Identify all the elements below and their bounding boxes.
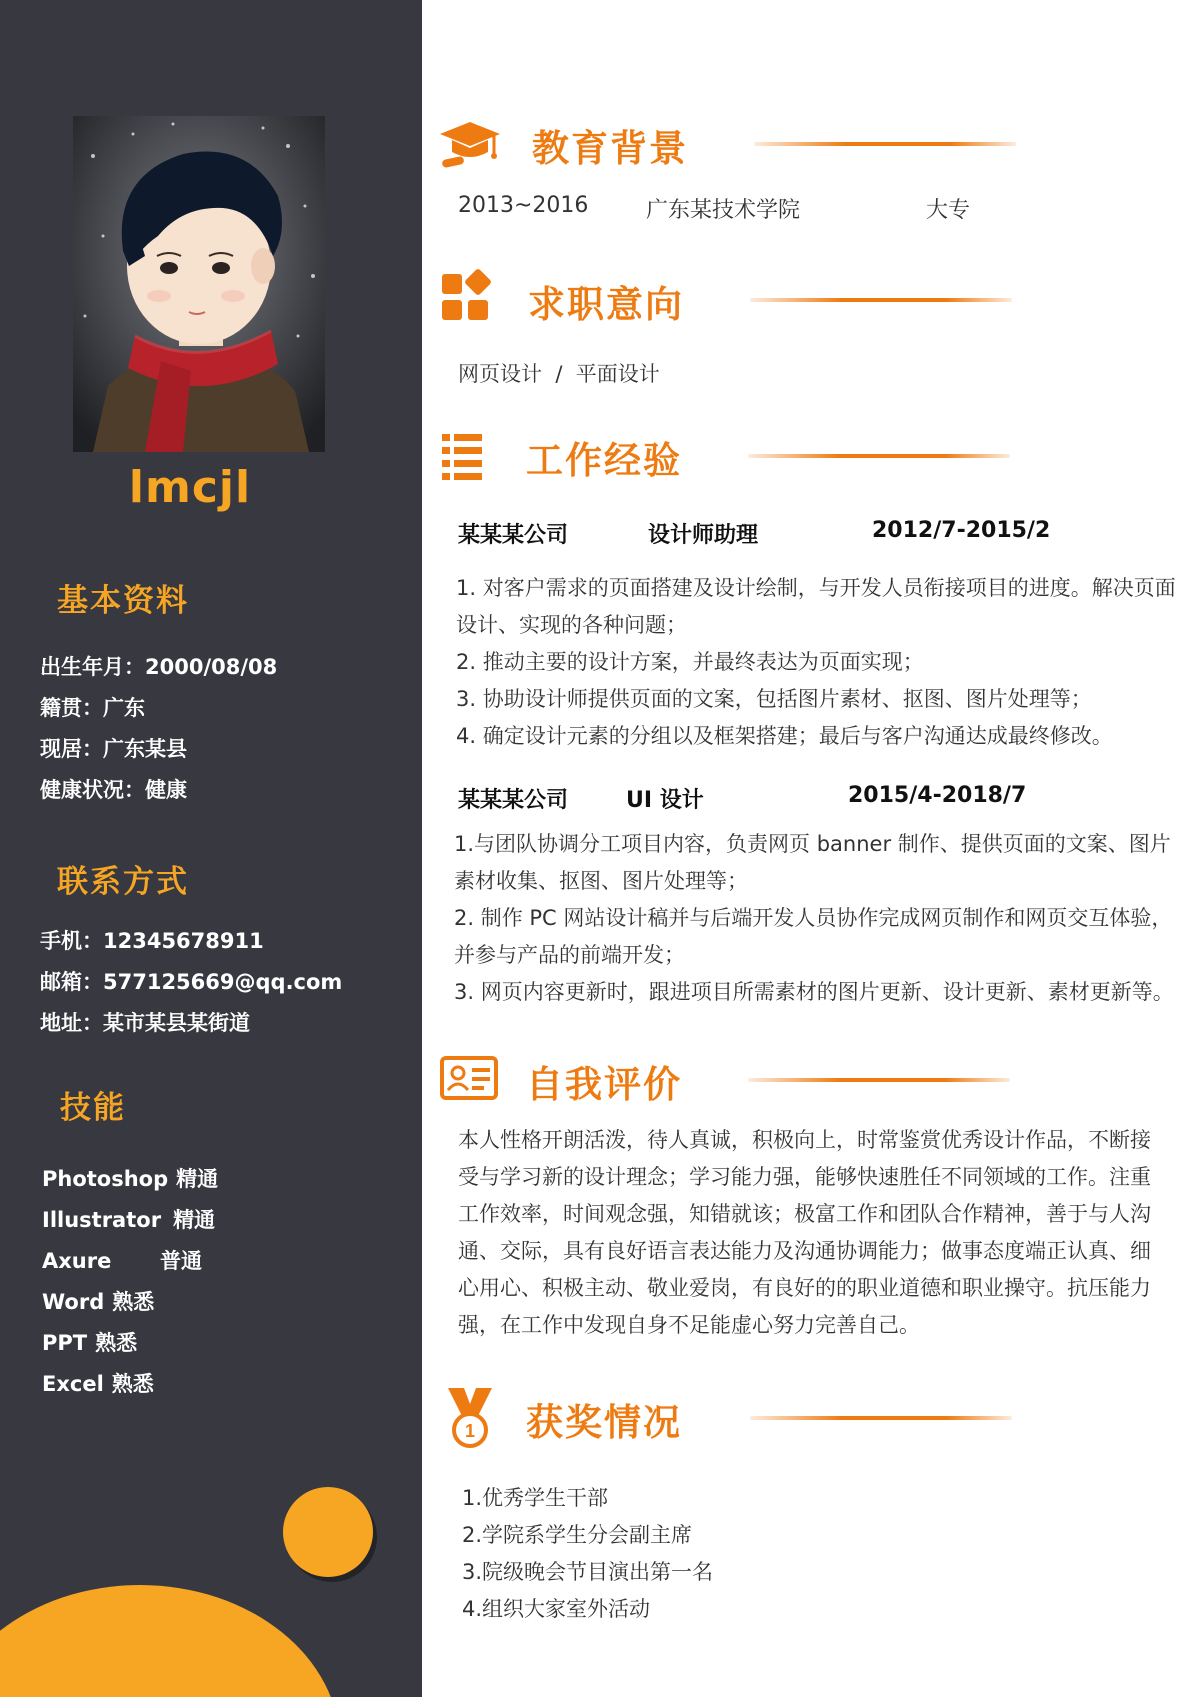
job-role: 设计师助理 xyxy=(648,523,759,548)
candidate-name: lmcjl xyxy=(128,462,252,513)
education-section-header xyxy=(438,112,1018,176)
job-company: 某某某公司 xyxy=(458,523,569,548)
description-line: 3. 网页内容更新时，跟进项目所需素材的图片更新、设计更新、素材更新等。 xyxy=(454,980,1174,1004)
self-evaluation-text xyxy=(458,1122,1198,1344)
description-line: 素材收集、抠图、图片处理等； xyxy=(454,869,748,893)
job-company: 某某某公司 xyxy=(458,788,569,813)
sidebar xyxy=(0,0,422,1697)
education-period: 2013~2016 xyxy=(458,193,589,218)
skills-list xyxy=(42,1159,218,1405)
medal-number: 1 xyxy=(464,1421,476,1441)
experience-divider xyxy=(748,454,1010,458)
contact-email: 邮箱：577125669@qq.com xyxy=(40,970,343,994)
avatar-illustration xyxy=(73,116,325,452)
education-school: 广东某技术学院 xyxy=(646,198,801,223)
award-item: 3.院级晚会节目演出第一名 xyxy=(462,1560,714,1584)
award-item: 2.学院系学生分会副主席 xyxy=(462,1523,693,1547)
job-intent-text: 网页设计 / 平面设计 xyxy=(458,362,660,386)
skill-item xyxy=(42,1282,218,1323)
job-role: UI 设计 xyxy=(626,788,704,813)
award-item: 4.组织大家室外活动 xyxy=(462,1597,651,1621)
description-line: 1. 对客户需求的页面搭建及设计绘制，与开发人员衔接项目的进度。解决页面 xyxy=(456,576,1176,600)
job-1-description xyxy=(456,570,1196,755)
contact-heading: 联系方式 xyxy=(57,864,189,900)
decorative-wave xyxy=(0,1585,340,1697)
avatar xyxy=(73,116,325,452)
id-card-icon xyxy=(438,1048,502,1112)
awards-section-header xyxy=(438,1386,1018,1450)
description-line: 4. 确定设计元素的分组以及框架搭建；最后与客户沟通达成最终修改。 xyxy=(456,724,1113,748)
skill-item xyxy=(42,1200,218,1241)
job-2-header xyxy=(0,783,1200,813)
basic-info-item: 健康状况：健康 xyxy=(40,778,187,802)
self-evaluation-title: 自我评价 xyxy=(526,1063,682,1106)
evaluation-line: 受与学习新的设计理念；学习能力强，能够快速胜任不同领域的工作。注重 xyxy=(458,1165,1151,1189)
skill-level: 熟悉 xyxy=(112,1290,155,1314)
contact-address: 地址：某市某县某街道 xyxy=(40,1011,250,1035)
skill-level: 普通 xyxy=(160,1249,202,1273)
awards-divider xyxy=(750,1416,1012,1420)
job-intent-section-header xyxy=(438,268,1018,332)
self-evaluation-divider xyxy=(748,1078,1010,1082)
job-intent-divider xyxy=(750,298,1012,302)
basic-info-item: 籍贯：广东 xyxy=(40,696,145,720)
decorative-circle xyxy=(283,1487,373,1577)
job-period: 2015/4-2018/7 xyxy=(848,783,1027,808)
contact-phone: 手机：12345678911 xyxy=(40,929,264,953)
skill-name: Word xyxy=(42,1290,105,1314)
job-1-header xyxy=(0,518,1200,548)
skill-item xyxy=(42,1159,218,1200)
list-icon xyxy=(438,424,502,488)
description-line: 并参与产品的前端开发； xyxy=(454,943,685,967)
experience-section-header xyxy=(438,424,1018,488)
basic-info-item: 现居：广东某县 xyxy=(40,737,187,761)
education-degree: 大专 xyxy=(926,198,971,223)
medal-icon xyxy=(438,1386,502,1450)
job-2-description xyxy=(454,826,1194,1011)
skills-heading: 技能 xyxy=(60,1090,126,1126)
evaluation-line: 心用心、积极主动、敬业爱岗，有良好的的职业道德和职业操守。抗压能力 xyxy=(458,1276,1151,1300)
education-title: 教育背景 xyxy=(532,127,688,170)
evaluation-line: 工作效率，时间观念强，知错就该；极富工作和团队合作精神，善于与人沟 xyxy=(458,1202,1151,1226)
awards-title: 获奖情况 xyxy=(526,1401,682,1444)
skill-item xyxy=(42,1241,218,1282)
contact-list xyxy=(40,921,342,1044)
skill-item xyxy=(42,1323,218,1364)
skill-level: 熟悉 xyxy=(95,1331,138,1355)
skill-name: Photoshop xyxy=(42,1167,169,1191)
description-line: 设计、实现的各种问题； xyxy=(456,613,687,637)
grid-blocks-icon xyxy=(438,268,502,332)
description-line: 1.与团队协调分工项目内容，负责网页 banner 制作、提供页面的文案、图片 xyxy=(454,832,1171,856)
skill-level: 精通 xyxy=(176,1167,219,1191)
graduation-cap-icon xyxy=(438,112,502,176)
description-line: 3. 协助设计师提供页面的文案，包括图片素材、抠图、图片处理等； xyxy=(456,687,1092,711)
evaluation-line: 强，在工作中发现自身不足能虚心努力完善自己。 xyxy=(458,1313,920,1337)
basic-info-item: 出生年月：2000/08/08 xyxy=(40,655,278,679)
skill-item xyxy=(42,1364,218,1405)
job-period: 2012/7-2015/2 xyxy=(872,518,1051,543)
description-line: 2. 推动主要的设计方案，并最终表达为页面实现； xyxy=(456,650,924,674)
skill-name: Excel xyxy=(42,1372,104,1396)
skill-name: Illustrator xyxy=(42,1208,162,1232)
description-line: 2. 制作 PC 网站设计稿并与后端开发人员协作完成网页制作和网页交互体验， xyxy=(454,906,1173,930)
skill-name: PPT xyxy=(42,1331,88,1355)
award-item: 1.优秀学生干部 xyxy=(462,1486,609,1510)
awards-list xyxy=(462,1480,713,1628)
basic-info-heading: 基本资料 xyxy=(57,583,189,619)
skill-name: Axure xyxy=(42,1249,112,1273)
skill-level: 熟悉 xyxy=(111,1372,154,1396)
evaluation-line: 本人性格开朗活泼，待人真诚，积极向上，时常鉴赏优秀设计作品，不断接 xyxy=(458,1128,1151,1152)
job-intent-title: 求职意向 xyxy=(528,283,684,326)
experience-title: 工作经验 xyxy=(526,439,682,482)
skill-level: 精通 xyxy=(173,1208,216,1232)
education-divider xyxy=(754,142,1016,146)
evaluation-line: 通、交际，具有良好语言表达能力及沟通协调能力；做事态度端正认真、细 xyxy=(458,1239,1151,1263)
self-evaluation-section-header xyxy=(438,1048,1018,1112)
